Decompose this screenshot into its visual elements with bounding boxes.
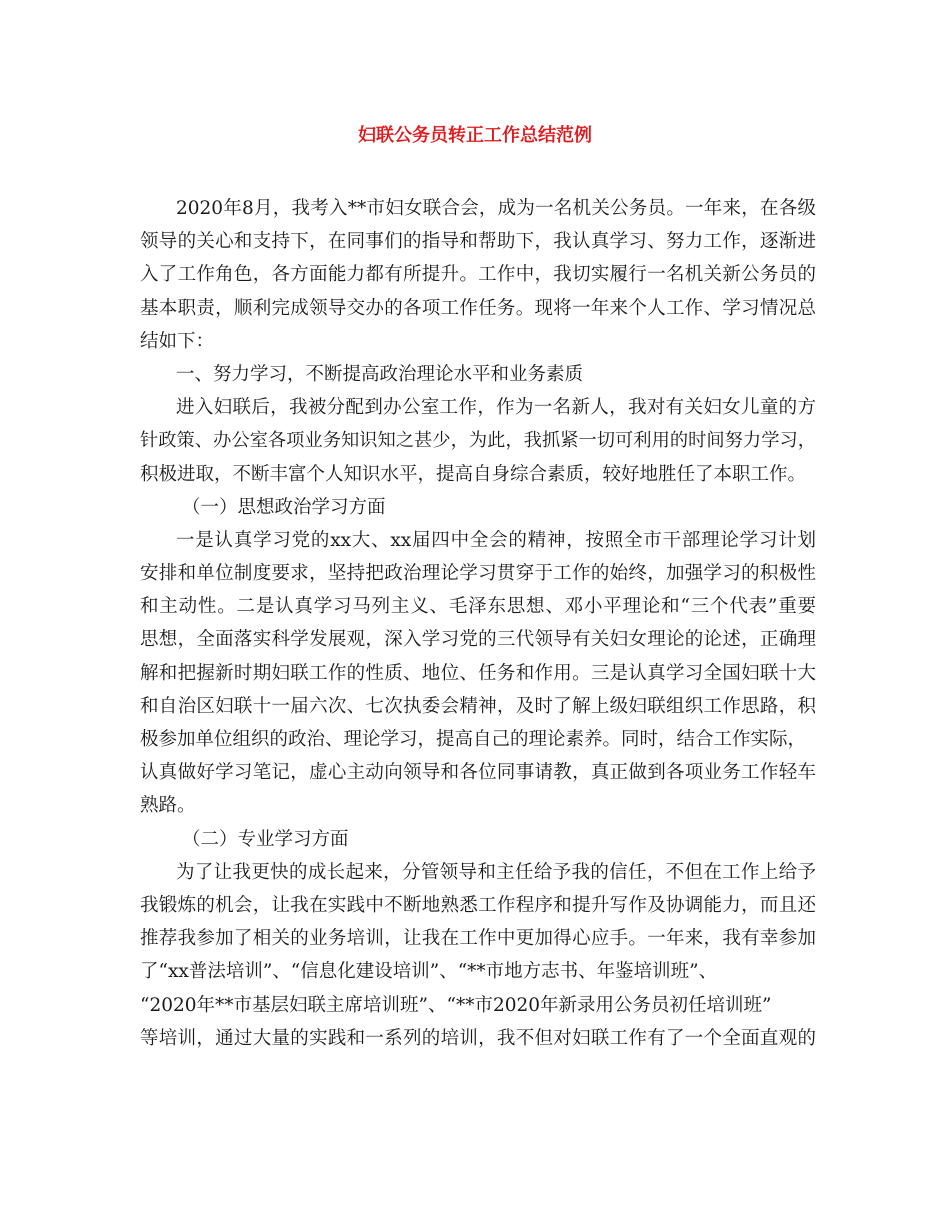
body-line: 结如下： — [140, 330, 215, 352]
body-line: 认真做好学习笔记，虚心主动向领导和各位同事请教，真正做到各项业务工作轻车 — [140, 762, 816, 784]
document-title: 妇联公务员转正工作总结范例 — [358, 125, 592, 146]
body-line: 我锻炼的机会，让我在实践中不断地熟悉工作程序和提升写作及协调能力，而且还 — [140, 894, 816, 916]
body-line: 进入妇联后，我被分配到办公室工作，作为一名新人，我对有关妇女儿童的方 — [176, 397, 816, 419]
document-body — [140, 192, 816, 1055]
body-line: 基本职责，顺利完成领导交办的各项工作任务。现将一年来个人工作、学习情况总 — [140, 297, 816, 319]
body-line: 熟路。 — [140, 795, 196, 817]
body-line: 针政策、办公室各项业务知识知之甚少，为此，我抓紧一切可利用的时间努力学习， — [140, 430, 816, 452]
subsection-heading: （二）专业学习方面 — [182, 828, 349, 850]
body-line: “2020年**市基层妇联主席培训班”、“**市2020年新录用公务员初任培训班” — [140, 994, 772, 1016]
body-line: 和主动性。二是认真学习马列主义、毛泽东思想、邓小平理论和“三个代表”重要 — [140, 596, 816, 618]
subsection-heading: （一）思想政治学习方面 — [182, 496, 386, 518]
body-line: 解和把握新时期妇联工作的性质、地位、任务和作用。三是认真学习全国妇联十大 — [140, 662, 816, 684]
body-line: 推荐我参加了相关的业务培训，让我在工作中更加得心应手。一年来，我有幸参加 — [140, 928, 816, 950]
body-line: 积极进取，不断丰富个人知识水平，提高自身综合素质，较好地胜任了本职工作。 — [140, 463, 807, 485]
body-line: 思想，全面落实科学发展观，深入学习党的三代领导有关妇女理论的论述，正确理 — [140, 629, 816, 651]
body-line: 一是认真学习党的xx大、xx届四中全会的精神，按照全市干部理论学习计划 — [176, 529, 816, 551]
body-line: 入了工作角色，各方面能力都有所提升。工作中，我切实履行一名机关新公务员的 — [140, 264, 816, 286]
body-line: 为了让我更快的成长起来，分管领导和主任给予我的信任，不但在工作上给予 — [176, 861, 816, 883]
body-line: 领导的关心和支持下，在同事们的指导和帮助下，我认真学习、努力工作，逐渐进 — [140, 231, 816, 253]
body-line: 2020年8月，我考入**市妇女联合会，成为一名机关公务员。一年来，在各级 — [176, 198, 816, 219]
section-heading: 一、努力学习，不断提高政治理论水平和业务素质 — [176, 363, 584, 385]
body-line: 安排和单位制度要求，坚持把政治理论学习贯穿于工作的始终，加强学习的积极性 — [140, 563, 816, 585]
body-line: 了“xx普法培训”、“信息化建设培训”、“**市地方志书、年鉴培训班”、 — [140, 961, 718, 983]
body-line: 和自治区妇联十一届六次、七次执委会精神，及时了解上级妇联组织工作思路，积 — [140, 695, 816, 717]
body-line: 极参加单位组织的政治、理论学习，提高自己的理论素养。同时，结合工作实际， — [140, 729, 807, 750]
body-line: 等培训，通过大量的实践和一系列的培训，我不但对妇联工作有了一个全面直观的 — [140, 1027, 816, 1049]
